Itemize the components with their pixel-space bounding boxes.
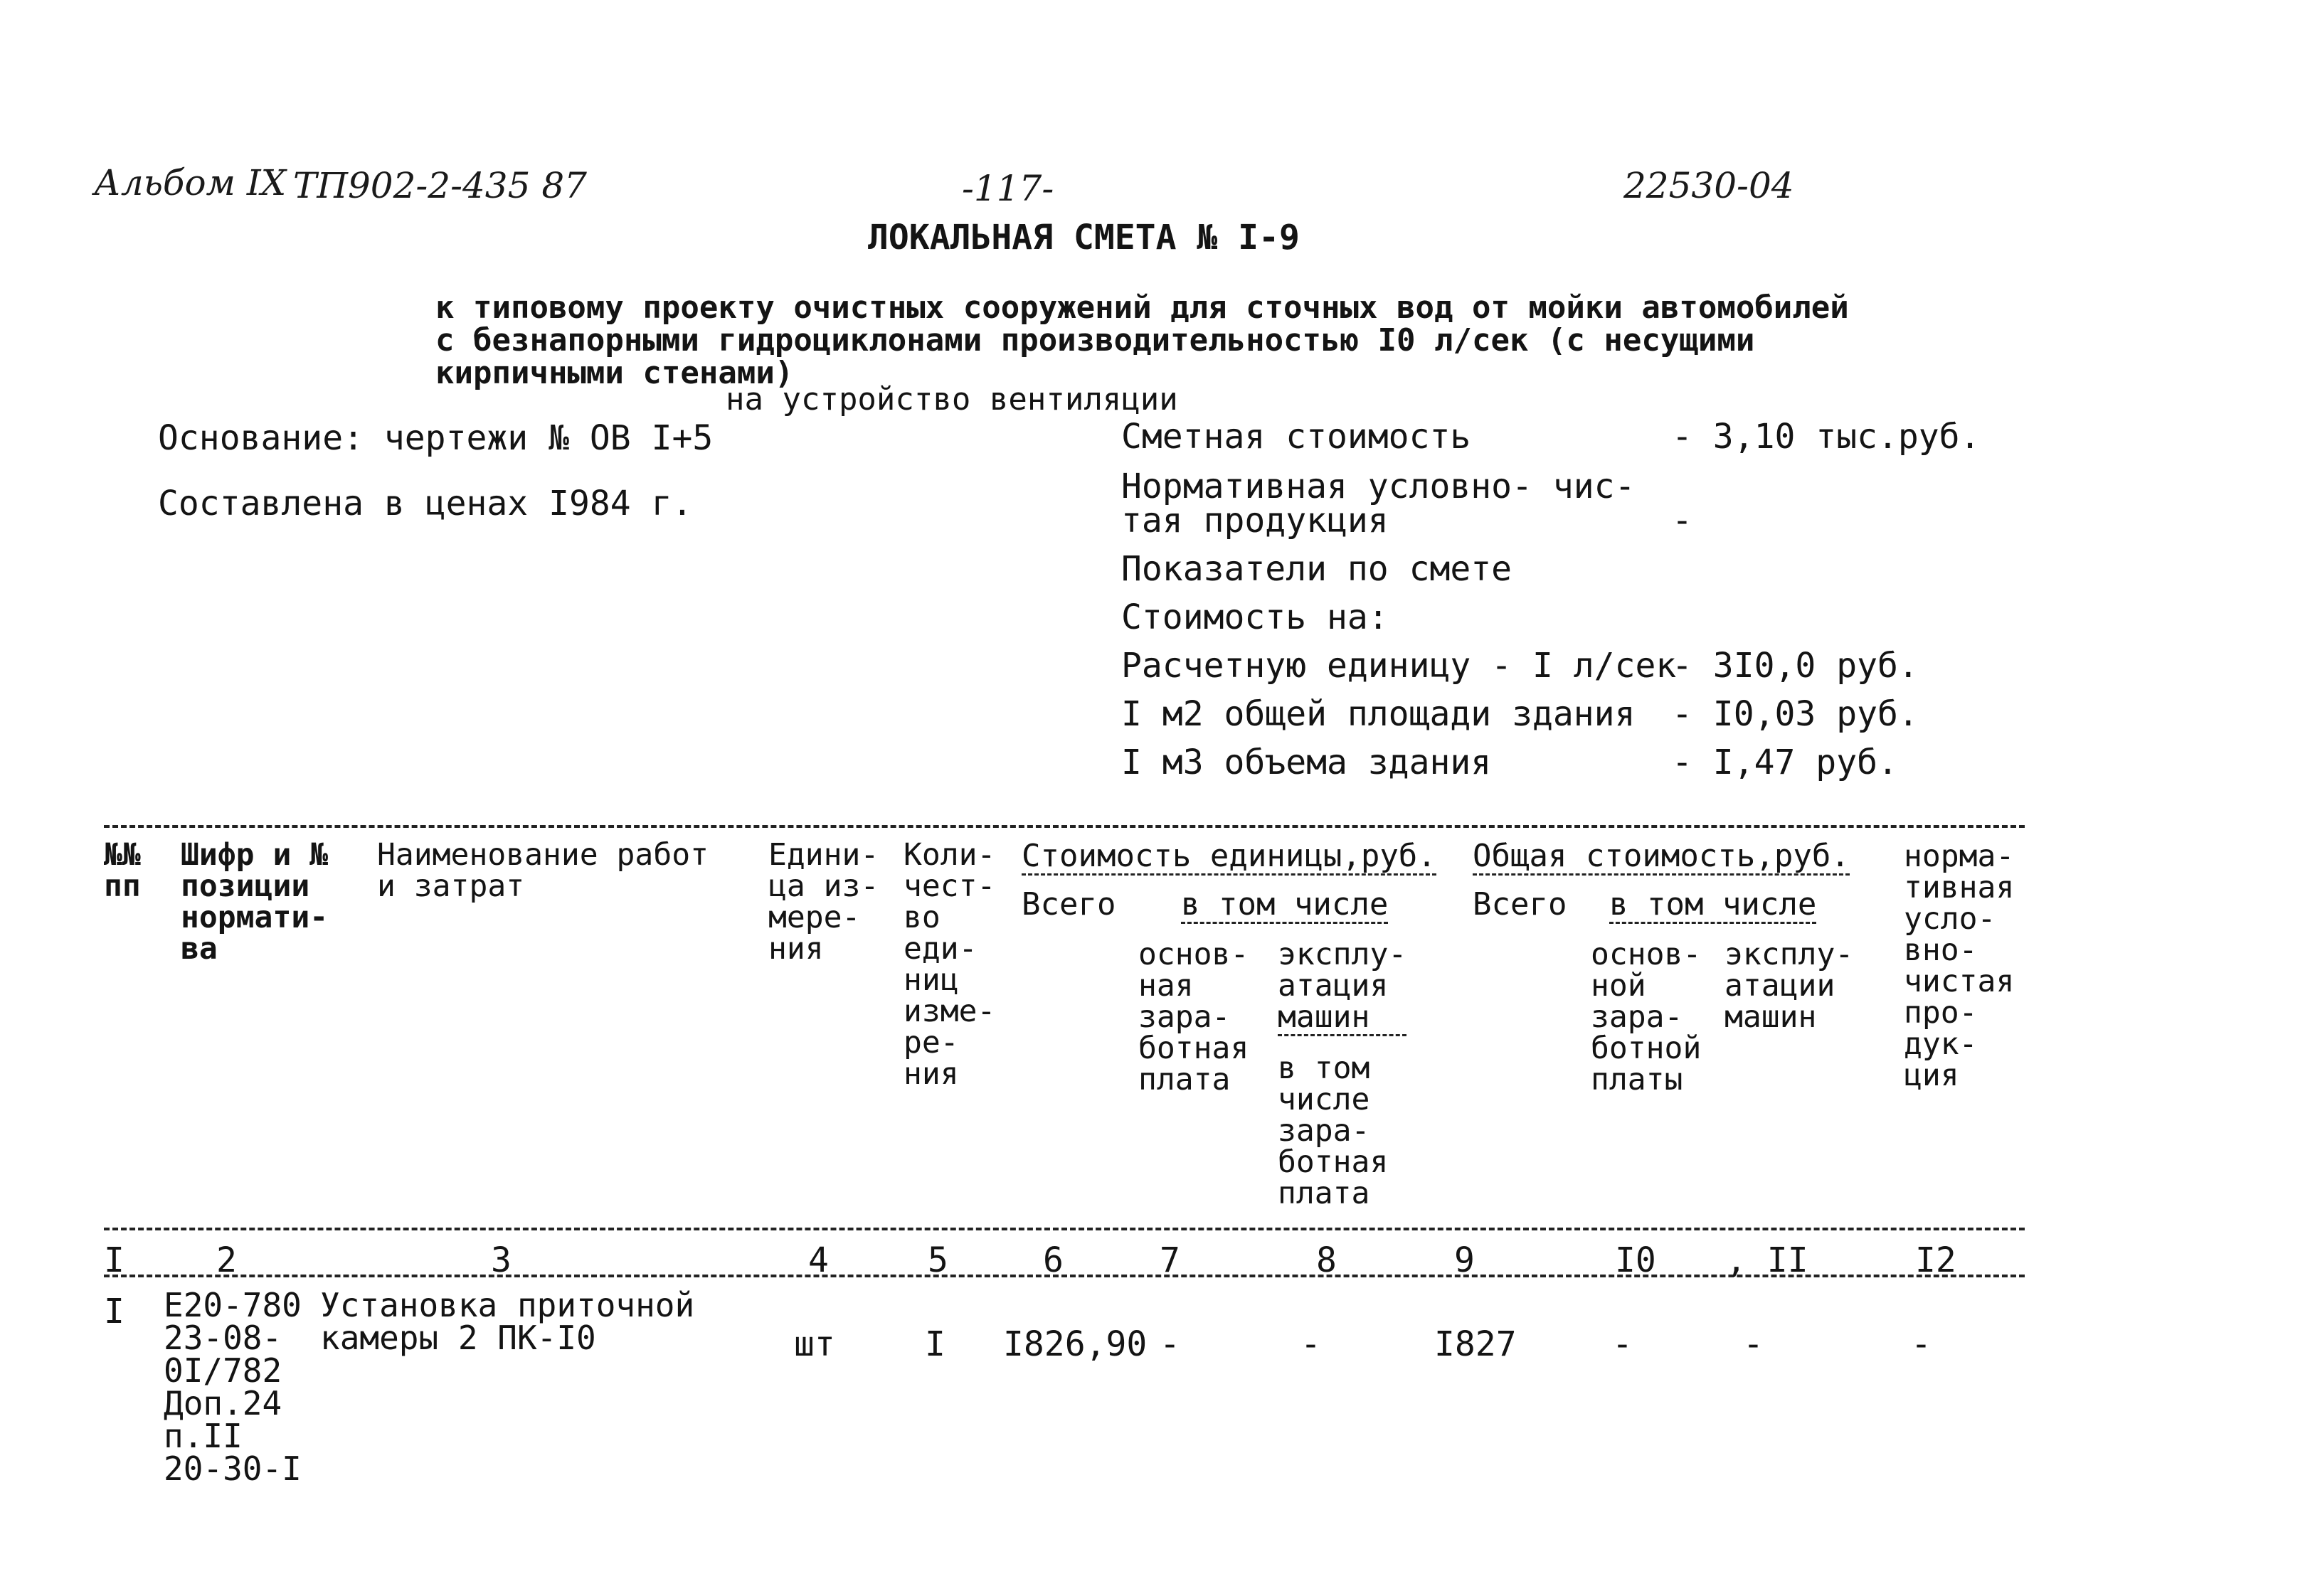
indicator-label-line: Нормативная условно- чис-	[1121, 467, 1636, 506]
col-number: 2	[216, 1240, 237, 1280]
indicator-value: - 3,10 тыс.руб.	[1672, 417, 1981, 457]
project-code: ТП902-2-435 87	[293, 165, 587, 206]
header-total-incl: в том числе	[1609, 886, 1817, 922]
col-number: I	[104, 1240, 124, 1280]
prices-line: Составлена в ценах I984 г.	[158, 484, 693, 523]
album-label: Альбом IX	[94, 162, 287, 203]
archive-number: 22530-04	[1623, 165, 1794, 206]
col-number: 6	[1043, 1240, 1064, 1280]
header-col-3: Наименование работ и затрат	[377, 837, 709, 904]
indicator-label: I м2 общей площади здания	[1121, 694, 1636, 734]
row-qty: I	[925, 1324, 945, 1364]
table-rule-header-bottom	[104, 1228, 2025, 1230]
header-col-1: №№ пп	[104, 837, 141, 904]
col-number: , II	[1726, 1240, 1808, 1280]
indicator-value: -	[1672, 501, 1692, 541]
col-number: 3	[491, 1240, 512, 1280]
indicator-label	[1121, 467, 1636, 541]
header-col-8: эксплу- атация машин	[1278, 937, 1407, 1035]
indicator-label: Стоимость на:	[1121, 597, 1389, 637]
header-col-5: Коли- чест- во еди- ниц изме- ре- ния	[904, 837, 996, 1092]
header-col-2: Шифр и № позиции нормати- ва	[181, 837, 329, 967]
basis-line: Основание: чертежи № ОВ I+5	[158, 418, 714, 458]
row-name: Установка приточной камеры 2 ПК-I0	[320, 1286, 695, 1357]
header-unit-incl: в том числе	[1181, 886, 1389, 922]
header-col-11: эксплу- атации машин	[1724, 937, 1854, 1035]
row-unit-mach: -	[1300, 1324, 1321, 1364]
indicator-value: - 3I0,0 руб.	[1672, 646, 1919, 686]
col-number: 8	[1316, 1240, 1337, 1280]
row-unit-wage: -	[1160, 1324, 1180, 1364]
doc-title: ЛОКАЛЬНАЯ СМЕТА № I-9	[868, 218, 1300, 257]
subtitle-line: с безнапорными гидроциклонами производительностью I0 л/сек (с несущими	[435, 322, 1755, 358]
row-unit-total: I826,90	[1003, 1324, 1148, 1364]
row-total-mach: -	[1743, 1324, 1764, 1364]
indicator-value: - I,47 руб.	[1672, 743, 1898, 782]
col-number: 7	[1160, 1240, 1180, 1280]
indicator-label: I м3 объема здания	[1121, 743, 1492, 782]
header-unit-total: Всего	[1022, 886, 1116, 922]
col-number: 9	[1454, 1240, 1475, 1280]
header-unit-cost: Стоимость единицы,руб.	[1022, 838, 1436, 874]
table-rule-top	[104, 825, 2025, 828]
header-col-7: основ- ная зара- ботная плата	[1138, 937, 1249, 1097]
header-col-4: Едини- ца из- мере- ния	[768, 837, 879, 967]
header-col-10: основ- ной зара- ботной платы	[1591, 937, 1702, 1097]
indicator-label: Расчетную единицу - I л/сек	[1121, 646, 1677, 686]
row-code: Е20-780 23-08- 0I/782 Доп.24 п.II 20-30-I	[164, 1286, 302, 1488]
col-number: 5	[928, 1240, 948, 1280]
header-total-total: Всего	[1473, 886, 1567, 922]
indicator-label: Сметная стоимость	[1121, 417, 1471, 457]
header-total-cost: Общая стоимость,руб.	[1473, 838, 1850, 874]
subtitle-line: кирпичными стенами)	[435, 355, 794, 391]
row-number: I	[104, 1292, 124, 1331]
col-number: I2	[1915, 1240, 1956, 1280]
doc-subtitle	[435, 289, 1849, 391]
page-number: -117-	[962, 168, 1054, 209]
row-total-wage: -	[1612, 1324, 1633, 1364]
subtitle-line: к типовому проекту очистных сооружений для сточных вод от мойки автомобилей	[435, 289, 1849, 326]
row-norm: -	[1911, 1324, 1932, 1364]
header-col-8b: в том числе зара- ботная плата	[1278, 1050, 1389, 1211]
col-number: I0	[1615, 1240, 1656, 1280]
indicator-label-line: тая продукция	[1121, 501, 1389, 541]
indicator-label: Показатели по смете	[1121, 549, 1512, 589]
row-unit: шт	[794, 1324, 835, 1364]
indicator-value: - I0,03 руб.	[1672, 694, 1919, 734]
header-col-12: норма- тивная усло- вно- чистая про- дук- ция	[1904, 839, 2015, 1093]
doc-purpose: на устройство вентиляции	[726, 381, 1178, 417]
col-number: 4	[808, 1240, 829, 1280]
row-total: I827	[1434, 1324, 1517, 1364]
